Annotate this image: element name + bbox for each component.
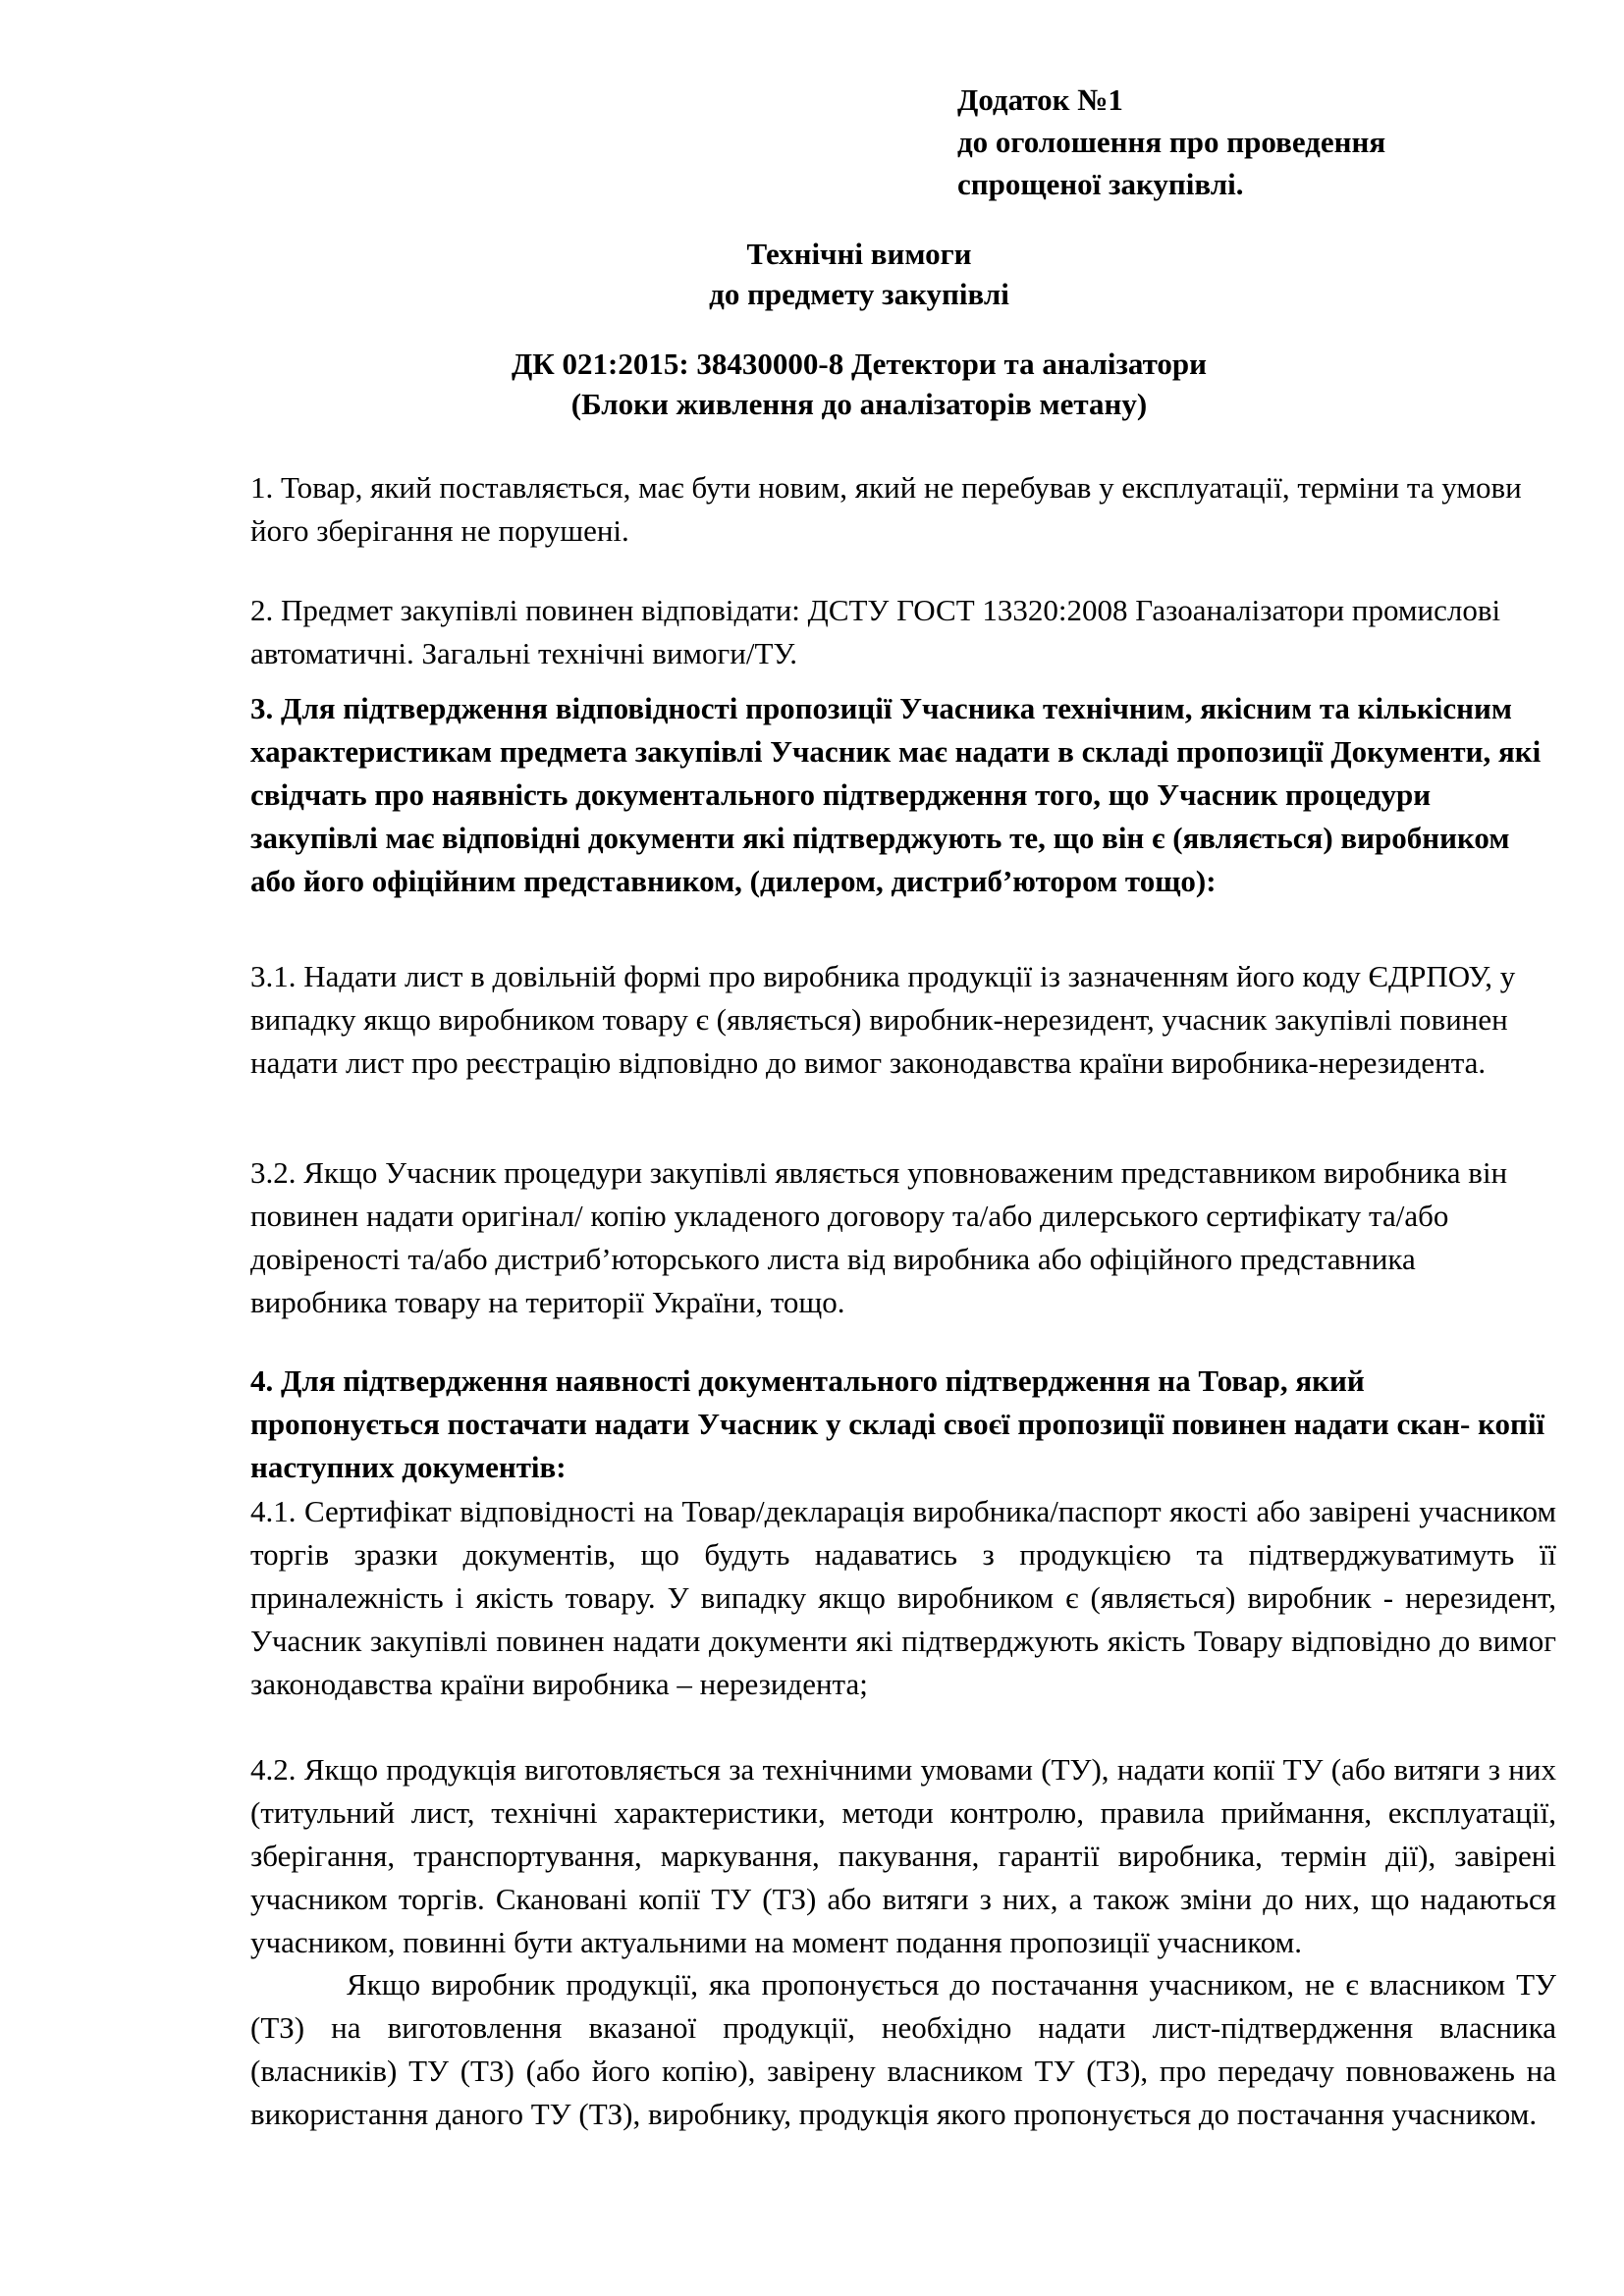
procurement-subject	[245, 344, 1473, 424]
annex-reference: до оголошення про проведення	[957, 125, 1386, 159]
paragraph-2: 2. Предмет закупівлі повинен відповідати: ДСТУ ГОСТ 13320:2008 Газоаналізатори промислові автоматичні. Загальні технічні вимоги/ТУ.	[250, 593, 1501, 670]
paragraph-3: 3. Для підтвердження відповідності пропозиції Учасника технічним, якісним та кількісним характеристикам предмета закупівлі Учасник має надати в складі пропозиції Документи, які свідчать про наявність документального підтвердження того, що Учасник процедури закупівлі має відповідні документи які підтверджують те, що він є (являється) виробником або його офіційним представником, (дилером, дистриб’ютором тощо):	[250, 691, 1542, 898]
paragraph-3-1: 3.1. Надати лист в довільній формі про виробника продукції із зазначенням його коду ЄДРПОУ, у випадку якщо виробником товару є (являється) виробник-нерезидент, учасник закупівлі повинен надати лист про реєстрацію відповідно до вимог законодавства країни виробника-нерезидента.	[250, 959, 1516, 1080]
paragraph-1: 1. Товар, який поставляється, має бути новим, який не перебував у експлуатації, терміни та умови його зберігання не порушені.	[250, 470, 1522, 548]
subject-description: (Блоки живлення до аналізаторів метану)	[570, 387, 1148, 421]
document-title	[245, 234, 1473, 314]
annex-reference-cont: спрощеної закупівлі.	[957, 167, 1244, 201]
annex-number: Додаток №1	[957, 82, 1123, 117]
annex-header	[957, 79, 1385, 205]
paragraph-3-2: 3.2. Якщо Учасник процедури закупівлі являється уповноваженим представником виробника він повинен надати оригінал/ копію укладеного договору та/або дилерського сертифікату та/або довіреності та/або дистриб’юторського листа від виробника або офіційного представника виробника товару на території України, тощо.	[250, 1155, 1508, 1319]
subject-code: ДК 021:2015: 38430000-8 Детектори та аналізатори	[511, 347, 1208, 381]
paragraph-4: 4. Для підтвердження наявності документального підтвердження на Товар, який пропонується постачати надати Учасник у складі своєї пропозиції повинен надати скан- копії наступних документів:	[250, 1363, 1545, 1484]
paragraph-4-1: 4.1. Сертифікат відповідності на Товар/декларація виробника/паспорт якості або завірені учасником торгів зразки документів, що будуть надаватись з продукцією та підтверджуватимуть її приналежність і якість товару. У випадку якщо виробником є (являється) виробник - нерезидент, Учасник закупівлі повинен надати документи які підтверджують якість Товару відповідно до вимог законодавства країни виробника – нерезидента;	[250, 1494, 1556, 1701]
title-line-1: Технічні вимоги	[746, 237, 972, 271]
title-line-2: до предмету закупівлі	[709, 277, 1009, 311]
paragraph-owner-note: Якщо виробник продукції, яка пропонується до постачання учасником, не є власником ТУ (ТЗ) на виготовлення вказаної продукції, необхідно надати лист-підтвердження власника (власників) ТУ (ТЗ) (або його копію), завірену власником ТУ (ТЗ), про передачу повноважень на використання даного ТУ (ТЗ), виробнику, продукція якого пропонується до постачання учасником.	[250, 1967, 1556, 2131]
paragraph-4-2: 4.2. Якщо продукція виготовляється за технічними умовами (ТУ), надати копії ТУ (або витяги з них (титульний лист, технічні характеристики, методи контролю, правила приймання, експлуатації, зберігання, транспортування, маркування, пакування, гарантії виробника, термін дії), завірені учасником торгів. Скановані копії ТУ (ТЗ) або витяги з них, а також зміни до них, що надаються учасником, повинні бути актуальними на момент подання пропозиції учасником.	[250, 1752, 1556, 1959]
